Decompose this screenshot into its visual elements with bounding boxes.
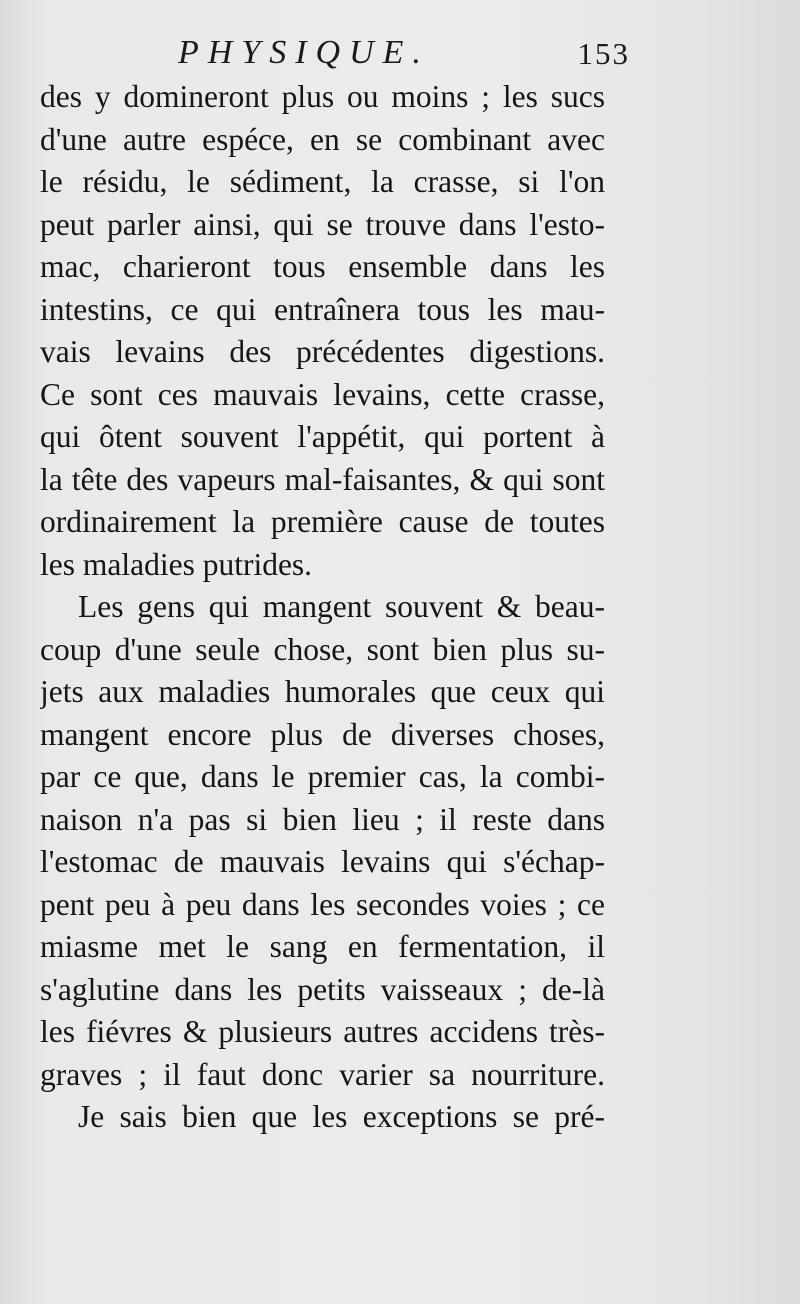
text-line: s'aglutine dans les petits vaisseaux ; de-là (40, 971, 605, 1007)
text-line: qui ôtent souvent l'appétit, qui portent à (40, 419, 605, 454)
page-number: 153 (577, 36, 630, 71)
text-line: les fiévres & plusieurs autres accidens très- (40, 1014, 605, 1049)
text-line: ordinairement la première cause de toutes (40, 504, 605, 539)
text-line: jets aux maladies humorales que ceux qui (40, 674, 605, 709)
text-line: la tête des vapeurs mal-faisantes, & qui sont (40, 461, 605, 497)
text-line: les maladies putrides. (40, 546, 313, 582)
body-text (40, 76, 605, 1139)
text-line: intestins, ce qui entraînera tous les mau- (40, 291, 605, 327)
running-head: PHYSIQUE. (178, 34, 430, 71)
text-line: mac, charieront tous ensemble dans les (40, 249, 605, 284)
text-line: Je sais bien que les exceptions se pré- (78, 1099, 605, 1134)
text-line: d'une autre espéce, en se combinant avec (40, 121, 605, 157)
text-line: coup d'une seule chose, sont bien plus su- (40, 631, 605, 667)
text-line: des y domineront plus ou moins ; les sucs (40, 79, 605, 114)
text-line: l'estomac de mauvais levains qui s'échap- (40, 844, 605, 879)
text-line: Les gens qui mangent souvent & beau- (78, 589, 605, 624)
text-line: Ce sont ces mauvais levains, cette crasse, (40, 376, 605, 412)
text-line: le résidu, le sédiment, la crasse, si l'on (40, 164, 605, 199)
text-line: naison n'a pas si bien lieu ; il reste dans (40, 801, 605, 837)
text-line: pent peu à peu dans les secondes voies ; ce (40, 886, 605, 922)
text-line: mangent encore plus de diverses choses, (40, 716, 605, 752)
page-shading (680, 0, 800, 1304)
text-line: miasme met le sang en fermentation, il (40, 929, 605, 964)
text-line: par ce que, dans le premier cas, la combi- (40, 759, 605, 794)
text-line: peut parler ainsi, qui se trouve dans l'esto- (40, 206, 605, 242)
page-header (160, 34, 630, 78)
text-line: vais levains des précédentes digestions. (40, 334, 605, 369)
text-line: graves ; il faut donc varier sa nourriture. (40, 1056, 605, 1092)
